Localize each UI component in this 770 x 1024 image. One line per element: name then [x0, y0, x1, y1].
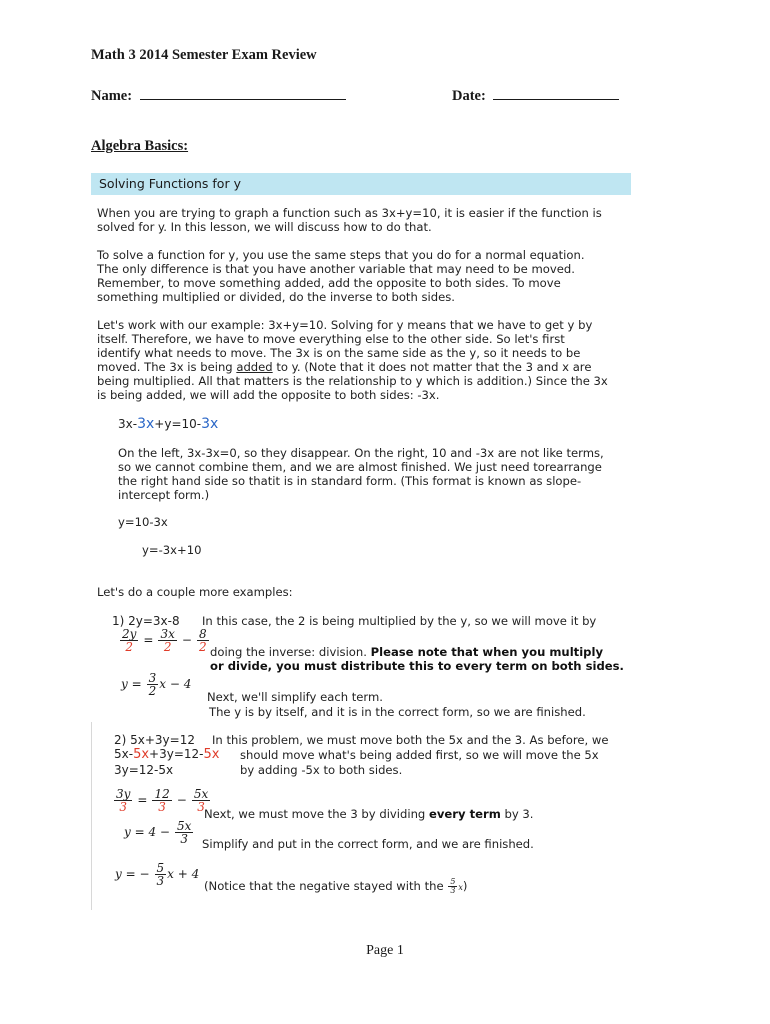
- more-examples-text: Let's do a couple more examples:: [97, 585, 293, 599]
- example2-final-form: y = − $\frac{5}{3}$ x + 4: [115, 861, 200, 888]
- example1-division-fractions: $\frac{2y}{2}$ = $\frac{3x}{2}$ − $\frac{8}{2}$: [122, 627, 207, 654]
- equation-subtract-3x: 3x-3x+y=10-3x: [118, 416, 219, 432]
- paragraph-intro: When you are trying to graph a function such as 3x+y=10, it is easier if the function is solved for y. In this lesson, we will discuss how to do that.: [97, 206, 602, 234]
- date-line: [452, 85, 619, 105]
- example2-result-line: 3y=12-5x: [114, 763, 174, 777]
- example2-rule: [91, 722, 92, 910]
- example1-desc-line2: doing the inverse: division. Please note that when you multiply: [210, 645, 604, 659]
- date-label: Date:: [452, 88, 486, 104]
- example1-desc-line3: or divide, you must distribute this to every term on both sides.: [210, 659, 624, 673]
- paragraph-combine: On the left, 3x-3x=0, so they disappear. On the right, 10 and -3x are not like terms, so we cannot combine them, and we are almost finished. We just need torearrange the right hand side so thatit is in standard form. (This format is known as slope-intercept form.): [118, 446, 604, 502]
- example1-simplified: y = $\frac{3}{2}$ x − 4: [121, 671, 192, 698]
- underlined-word: added: [236, 360, 273, 374]
- equation-result: y=10-3x: [118, 515, 168, 529]
- example2-desc-line3: by adding -5x to both sides.: [240, 763, 403, 777]
- page-number: Page 1: [366, 943, 404, 958]
- date-field[interactable]: [493, 85, 619, 100]
- section-heading: Algebra Basics:: [91, 138, 189, 154]
- example2-division-fractions: $\frac{3y}{3}$ = $\frac{12}{3}$ − $\frac{5x}{3}$: [116, 787, 209, 814]
- example2-simplified: y = 4 − $\frac{5x}{3}$: [124, 819, 192, 846]
- equation-slope-intercept: y=-3x+10: [142, 543, 202, 557]
- example1-next: Next, we'll simplify each term.: [207, 690, 383, 704]
- example1-desc-line1: In this case, the 2 is being multiplied by the y, so we will move it by: [202, 614, 597, 628]
- example2-subtract-line: 5x-5x+3y=12-5x: [114, 747, 220, 762]
- example2-desc-line1: In this problem, we must move both the 5x and the 3. As before, we: [212, 733, 609, 747]
- example2-simplify: Simplify and put in the correct form, and we are finished.: [202, 837, 534, 851]
- name-line: [91, 85, 346, 105]
- document-title: Math 3 2014 Semester Exam Review: [91, 47, 317, 63]
- name-field[interactable]: [140, 85, 346, 100]
- example2-next: Next, we must move the 3 by dividing every term by 3.: [204, 807, 534, 821]
- paragraph-steps: To solve a function for y, you use the same steps that you do for a normal equation. The only difference is that you have another variable that may need to be moved. Remember, to move something added, add the opposite to both sides. To move something multiplied or divided, do the inverse to both sides.: [97, 248, 585, 304]
- example2-desc-line2: should move what's being added first, so we will move the 5x: [240, 748, 599, 762]
- example2-equation: 2) 5x+3y=12: [114, 733, 195, 747]
- lesson-banner: Solving Functions for y: [91, 173, 631, 195]
- example1-equation: 1) 2y=3x-8: [112, 614, 180, 628]
- name-label: Name:: [91, 88, 133, 104]
- paragraph-example: Let's work with our example: 3x+y=10. Solving for y means that we have to get y by itself. Therefore, we have to move everything else to the other side. So let's first identify what needs to move. The 3x is on the same side as the y, so it needs to be moved. The 3x is being added to y. (Note that it does not matter that the 3 and x are being multiplied. All that matters is the relationship to y which is addition.) Since the 3x is being added, we will add the opposite to both sides: -3x.: [97, 318, 608, 402]
- example1-final: The y is by itself, and it is in the correct form, so we are finished.: [209, 705, 586, 719]
- example2-notice: (Notice that the negative stayed with the $\frac{5}{3}$ x): [204, 877, 468, 895]
